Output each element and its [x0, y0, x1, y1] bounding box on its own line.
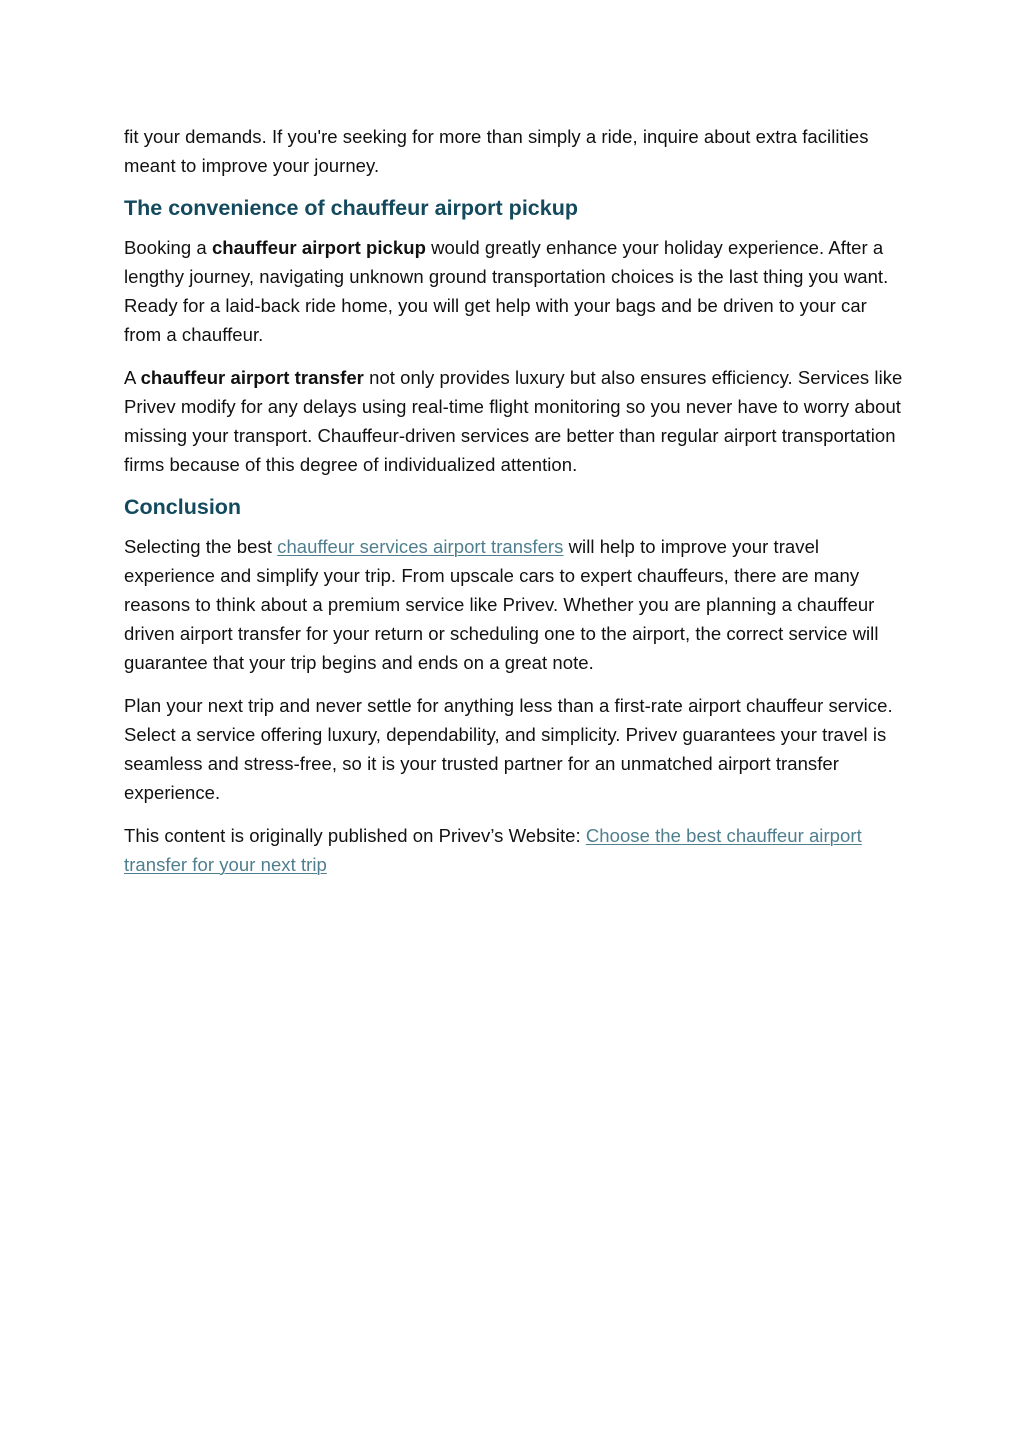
conclusion-paragraph-rest: will help to improve your travel experience and simplify your trip. From upscale cars to expert chauffeurs, there are many reasons to think about a premium service like Privev. Whether you are planning a chauffeur driven airport transfer for your return or scheduling one to the airport, the correct service will guarantee that your trip begins and ends on a great note. [124, 536, 879, 673]
conclusion-paragraph [124, 532, 904, 677]
source-paragraph-text: This content is originally published on Privev’s Website: [124, 825, 586, 846]
pickup-paragraph-rest: would greatly enhance your holiday experience. After a lengthy journey, navigating unknown ground transportation choices is the last thing you want. Ready for a laid-back ride home, you will get help with your bags and be driven to your car from a chauffeur. [124, 237, 889, 345]
plan-paragraph: Plan your next trip and never settle for anything less than a first-rate airport chauffeur service. Select a service offering luxury, dependability, and simplicity. Privev guarantees your travel is seamless and stress-free, so it is your trusted partner for an unmatched airport transfer experience. [124, 695, 893, 803]
pickup-bold-term: chauffeur airport pickup [211, 237, 426, 258]
airport-transfers-link[interactable]: chauffeur services airport transfers [277, 536, 564, 557]
conclusion-paragraph-start: Selecting the best [124, 536, 278, 557]
pickup-paragraph-start: Booking a [124, 237, 212, 258]
source-article-link[interactable]: Choose the best chauffeur airport transfer for your next trip [124, 825, 862, 875]
source-paragraph [124, 821, 904, 879]
convenience-heading: The convenience of chauffeur airport pickup [124, 196, 578, 220]
intro-paragraph: fit your demands. If you're seeking for more than simply a ride, inquire about extra facilities meant to improve your journey. [124, 126, 869, 176]
pickup-paragraph [124, 233, 904, 349]
transfer-paragraph-start: A [124, 367, 141, 388]
document-page [124, 122, 904, 893]
transfer-bold-term: chauffeur airport transfer [140, 367, 364, 388]
conclusion-heading: Conclusion [124, 495, 242, 519]
transfer-paragraph [124, 363, 904, 479]
transfer-paragraph-rest: not only provides luxury but also ensures efficiency. Services like Privev modify for any delays using real-time flight monitoring so you never have to worry about missing your transport. Chauffeur-driven services are better than regular airport transportation firms because of this degree of individualized attention. [124, 367, 903, 475]
